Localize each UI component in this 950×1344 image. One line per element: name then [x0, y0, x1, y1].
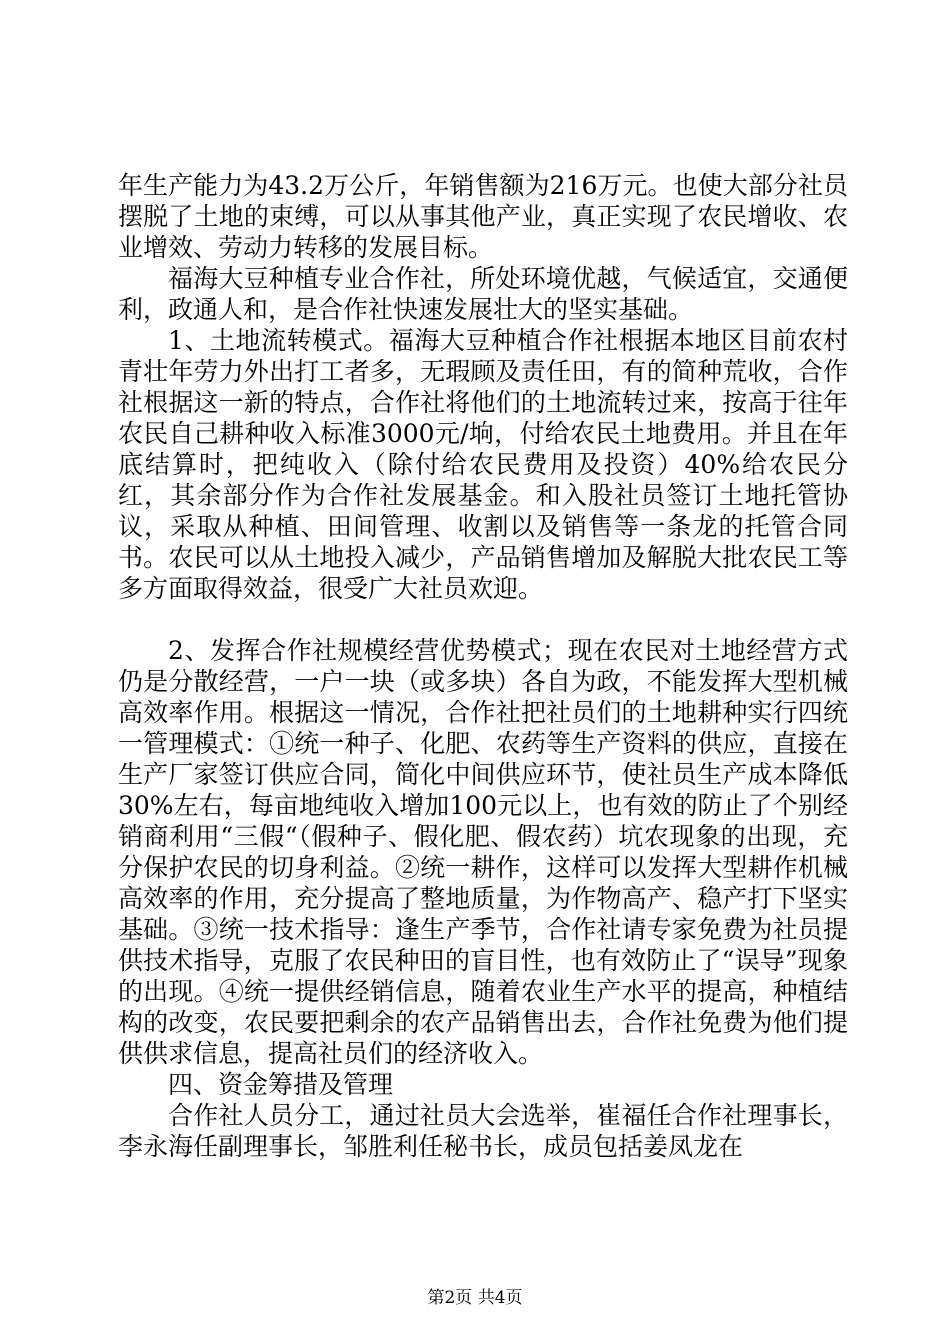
- page-footer: 第2页 共4页: [427, 1288, 523, 1308]
- section-heading: 四、资金筹措及管理: [168, 1070, 394, 1099]
- paragraph-1: 年生产能力为43.2万公斤，年销售额为216万元。也使大部分社员摆脱了土地的束缚，可以从事其他产业，真正实现了农民增收、农业增效、劳动力转移的发展目标。: [118, 171, 848, 262]
- paragraph-5: 合作社人员分工，通过社员大会选举，崔福任合作社理事长，李永海任副理事长，邹胜利任秘书长，成员包括姜凤龙在: [118, 1101, 848, 1161]
- document-body: [118, 170, 848, 1162]
- paragraph-4: 2、发挥合作社规模经营优势模式；现在农民对土地经营方式仍是分散经营，一户一块（或多块）各自为政，不能发挥大型机械高效率作用。根据这一情况，合作社把社员们的土地耕种实行四统一管理模式：①统一种子、化肥、农药等生产资料的供应，直接在生产厂家签订供应合同，简化中间供应环节，使社员生产成本降低30%左右，每亩地纯收入增加100元以上，也有效的防止了个别经销商利用“三假“（假种子、假化肥、假农药）坑农现象的出现，充分保护农民的切身利益。②统一耕作，这样可以发挥大型耕作机械高效率的作用，充分提高了整地质量，为作物高产、稳产打下坚实基础。③统一技术指导：逢生产季节，合作社请专家免费为社员提供技术指导，克服了农民种田的盲目性，也有效防止了“误导”现象的出现。④统一提供经销信息，随着农业生产水平的提高，种植结构的改变，农民要把剩余的农产品销售出去，合作社免费为他们提供供求信息，提高社员们的经济收入。: [118, 636, 848, 1068]
- paragraph-spacer: [118, 604, 848, 635]
- paragraph-2: 福海大豆种植专业合作社，所处环境优越，气候适宜，交通便利，政通人和，是合作社快速发展壮大的坚实基础。: [118, 264, 848, 324]
- paragraph-3: 1、土地流转模式。福海大豆种植合作社根据本地区目前农村青壮年劳力外出打工者多，无瑕顾及责任田，有的简种荒收，合作社根据这一新的特点，合作社将他们的土地流转过来，按高于往年农民自己耕种收入标准3000元/垧，付给农民土地费用。并且在年底结算时，把纯收入（除付给农民费用及投资）40%给农民分红，其余部分作为合作社发展基金。和入股社员签订土地托管协议，采取从种植、田间管理、收割以及销售等一条龙的托管合同书。农民可以从土地投入减少，产品销售增加及解脱大批农民工等多方面取得效益，很受广大社员欢迎。: [118, 326, 848, 603]
